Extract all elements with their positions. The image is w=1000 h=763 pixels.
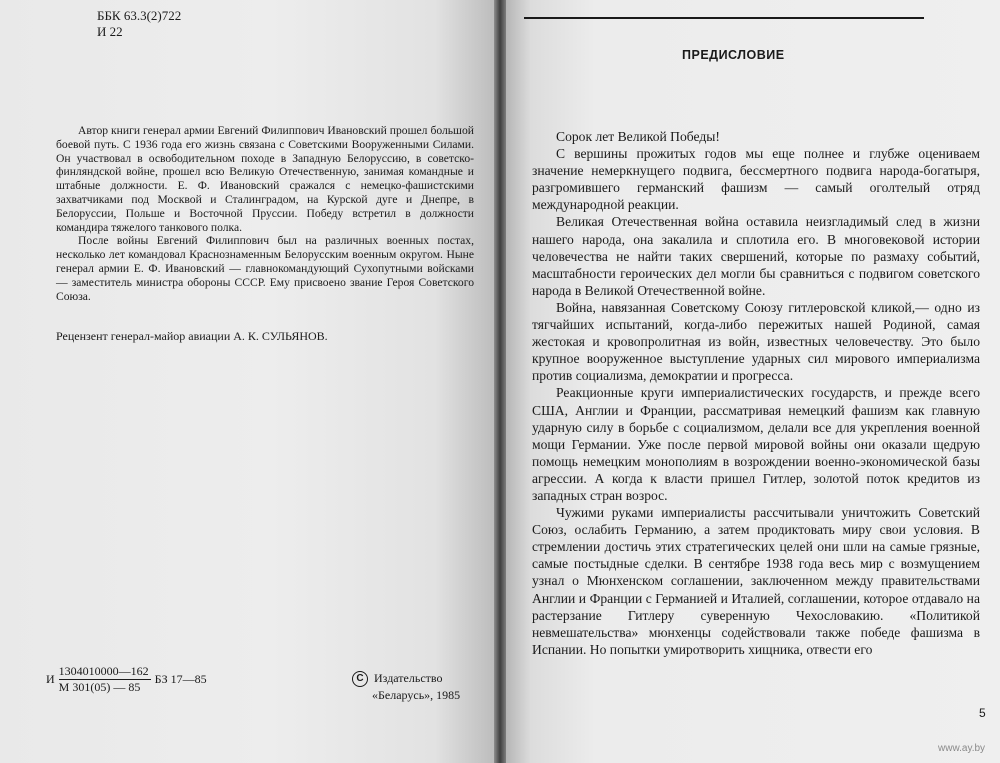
imprint-numerator: 1304010000—162: [58, 664, 149, 678]
book-gutter: [494, 0, 506, 763]
about-author: [56, 124, 474, 303]
publisher-name-year: «Беларусь», 1985: [372, 688, 461, 702]
site-watermark: www.ay.by: [938, 743, 986, 754]
preface-paragraph: Чужими руками империалисты рассчитывали уничтожить Советский Союз, ослабить Германию, а затем продиктовать миру свои условия. В стремлении достичь этих стратегических целей они шли на самые грязные, самые постыдные сделки. В сентябре 1938 года весь мир с возмущением узнал о Мюнхенском соглашении, заключенном между правительствами Англии и Франции с Германией и Италией, соглашении, которое отдавало на растерзание Гитлеру суверенную Чехословакию. «Политикой невмешательства» мюнхенцы содействовали также победе фашизма в Испании. Но попытки умиротворить хищника, отвести его: [532, 505, 980, 657]
imprint-code: [46, 664, 207, 695]
preface-paragraph: Реакционные круги империалистических государств, и прежде всего США, Англии и Франции, рассматривая немецкий фашизм как главную ударную силу в борьбе с социализмом, делали все для укрепления военной мощи Германии. Уже после первой мировой войны они оказали щедрую помощь немецким монополиям в возрождении военно-экономической базы агрессии. А когда к власти пришел Гитлер, золотой поток кредитов из западных стран возрос.: [532, 385, 980, 503]
bbk-classification: [97, 8, 181, 40]
left-page: [0, 0, 494, 763]
author-mark: И 22: [97, 24, 123, 39]
about-paragraph: Автор книги генерал армии Евгений Филиппович Ивановский прошел большой боевой путь. С 1936 года его жизнь связана с Советскими Вооруженными Силами. Он участвовал в освободительном походе в Западную Белоруссию, в советско-финляндской войне, прошел всю Великую Отечественную, занимая командные и штабные должности. Е. Ф. Ивановский сражался с немецко-фашистскими захватчиками под Москвой и Сталинградом, на Курской дуге и Днепре, в Белоруссии, Польше и Восточной Пруссии. Победу встретил в должности командира тяжелого танкового полка.: [56, 124, 474, 234]
publisher-label: Издательство: [374, 671, 443, 685]
right-page: [506, 0, 1000, 763]
bbk-code: ББК 63.3(2)722: [97, 8, 182, 23]
preface-text: [532, 128, 980, 658]
preface-paragraph: С вершины прожитых годов мы еще полнее и глубже оцениваем значение немеркнущего подвига, бессмертного подвига народа-богатыря, разгромившего германский фашизм — самый оголтелый отряд международной реакции.: [532, 146, 980, 213]
publisher-info: [352, 670, 460, 704]
reviewer-line: Рецензент генерал-майор авиации А. К. СУЛЬЯНОВ.: [56, 329, 328, 343]
preface-paragraph: Война, навязанная Советскому Союзу гитлеровской кликой,— одно из тягчайших испытаний, когда-либо пережитых нашей Родиной, самая жестокая и кровопролитная из войн, известных человечеству. Это было крупное вооруженное выступление ударных сил мирового империализма против социализма, демократии и прогресса.: [532, 299, 980, 384]
copyright-icon: C: [352, 671, 368, 687]
imprint-series: БЗ 17—85: [154, 672, 207, 686]
imprint-denominator: М 301(05) — 85: [58, 680, 141, 694]
imprint-letter: И: [46, 672, 55, 686]
about-paragraph: После войны Евгений Филиппович был на различных военных постах, несколько лет командовал Краснознаменным Белорусским военным округом. Ныне генерал армии Е. Ф. Ивановский — главнокомандующий Сухопутными войсками — заместитель министра обороны СССР. Ему присвоено звание Героя Советского Союза.: [56, 234, 474, 303]
preface-paragraph: Великая Отечественная война оставила неизгладимый след в жизни нашего народа, она закалила и сплотила его. В многовековой истории человечества не найти таких свершений, которые по размаху событий, масштабности героических дел могли бы сравниться с подвигом советского народа в Великой Отечественной войне.: [532, 214, 980, 298]
header-rule: [524, 17, 924, 19]
preface-paragraph: Сорок лет Великой Победы!: [556, 129, 720, 144]
page-title: ПРЕДИСЛОВИЕ: [682, 48, 785, 62]
page-number: 5: [979, 706, 986, 720]
imprint-fraction: [59, 664, 151, 695]
